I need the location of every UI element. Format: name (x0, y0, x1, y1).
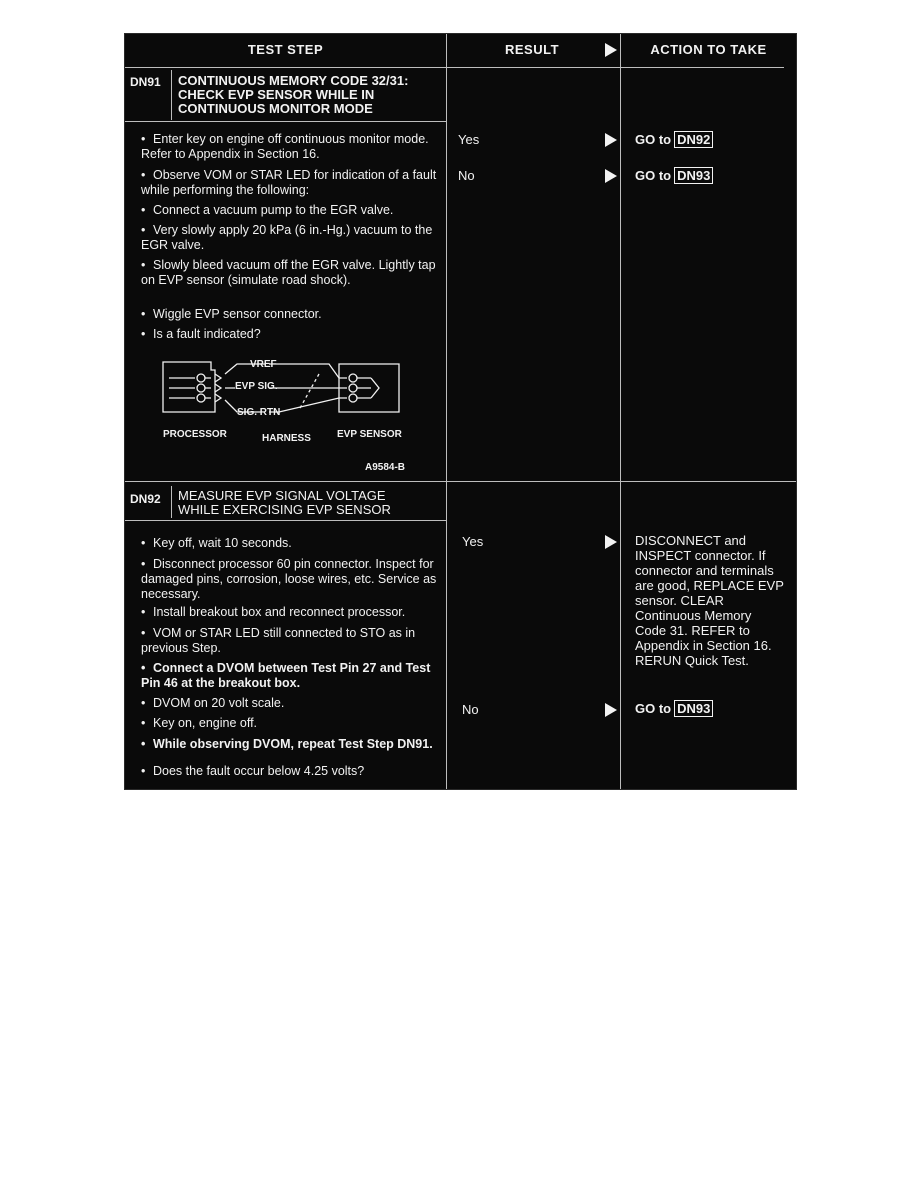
list-item: • Disconnect processor 60 pin connector. Inspect for damaged pins, corrosion, loose wires, etc. Service as necessary. (141, 557, 437, 601)
arrow-icon (605, 535, 617, 549)
figure-id: A9584-B (365, 462, 406, 473)
list-item: • Is a fault indicated? (141, 327, 261, 341)
arrow-icon (605, 169, 617, 183)
divider (125, 481, 796, 482)
list-item: • VOM or STAR LED still connected to STO as in previous Step. (141, 626, 416, 655)
diagram-label-sig-rtn: SIG. RTN (237, 407, 281, 418)
list-item: • Key on, engine off. (141, 716, 258, 730)
diagnostic-table (124, 33, 797, 790)
divider (125, 121, 446, 122)
result-no: No (458, 168, 475, 183)
list-item: • Observe VOM or STAR LED for indication of a fault while performing the following: (141, 168, 437, 197)
diagram-label-vref: VREF (250, 359, 277, 370)
arrow-icon (605, 133, 617, 147)
list-item: • While observing DVOM, repeat Test Step DN91. (141, 737, 433, 751)
result-no: No (462, 702, 479, 717)
action-text: DISCONNECT and INSPECT connector. If connector and terminals are good, REPLACE EVP sensor. CLEAR Continuous Memory Code 31. REFER to Appendix in Section 16. RERUN Quick Test. (635, 533, 784, 668)
diagram-label-evp-sig: EVP SIG. (235, 381, 278, 392)
list-item: • Does the fault occur below 4.25 volts? (141, 764, 365, 778)
diagram-label-evp-sensor: EVP SENSOR (337, 429, 402, 440)
step-title-dn92: MEASURE EVP SIGNAL VOLTAGE WHILE EXERCISING EVP SENSOR (178, 488, 391, 517)
list-item: • Very slowly apply 20 kPa (6 in.-Hg.) vacuum to the EGR valve. (141, 223, 433, 252)
list-item: • Connect a DVOM between Test Pin 27 and Test Pin 46 at the breakout box. (141, 661, 431, 690)
step-id-dn91: DN91 (130, 75, 161, 89)
diagram-label-harness: HARNESS (262, 433, 311, 444)
arrow-icon (605, 703, 617, 717)
result-yes: Yes (462, 534, 484, 549)
list-item: • Wiggle EVP sensor connector. (141, 307, 322, 321)
list-item: • DVOM on 20 volt scale. (141, 696, 285, 710)
result-yes: Yes (458, 132, 480, 147)
wiring-diagram (159, 360, 419, 424)
list-item: • Enter key on engine off continuous monitor mode. Refer to Appendix in Section 16. (141, 132, 429, 161)
list-item: • Install breakout box and reconnect processor. (141, 605, 406, 619)
header-test-step: TEST STEP (247, 42, 324, 57)
goto-dn93-link[interactable]: GO to DN93 (635, 700, 713, 717)
list-item: • Key off, wait 10 seconds. (141, 536, 292, 550)
goto-dn92-link[interactable]: GO to DN92 (635, 131, 713, 148)
divider (125, 520, 446, 521)
step-title-dn91: CONTINUOUS MEMORY CODE 32/31: CHECK EVP SENSOR WHILE IN CONTINUOUS MONITOR MODE (178, 73, 409, 116)
goto-dn93-link[interactable]: GO to DN93 (635, 167, 713, 184)
divider (620, 34, 621, 789)
header-result: RESULT (504, 42, 560, 57)
divider (125, 67, 784, 68)
list-item: • Connect a vacuum pump to the EGR valve. (141, 203, 394, 217)
divider (446, 34, 447, 789)
header-action: ACTION TO TAKE (650, 42, 767, 57)
step-id-dn92: DN92 (130, 492, 161, 506)
diagram-label-processor: PROCESSOR (163, 429, 227, 440)
list-item: • Slowly bleed vacuum off the EGR valve. Lightly tap on EVP sensor (simulate road shock). (141, 258, 436, 287)
arrow-icon (605, 43, 617, 57)
